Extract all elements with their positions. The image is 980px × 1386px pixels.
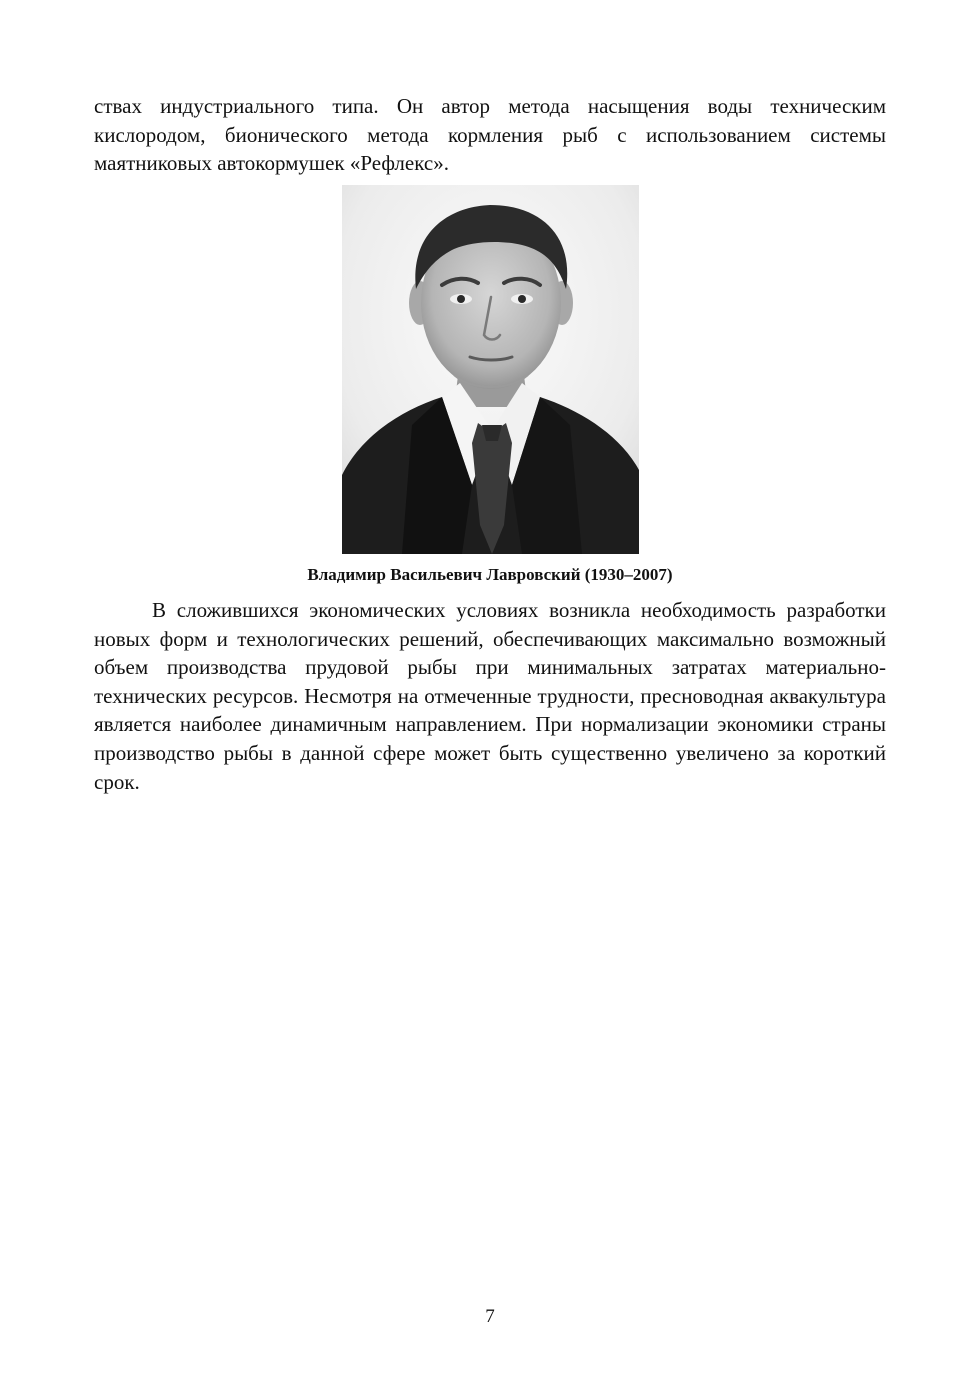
paragraph-main: В сложившихся экономических условиях возникла необходимость разработки новых форм и технологических решений, обеспечивающих максимально возможный объем производства прудовой рыбы при минимальных затратах материально-технических ресурсов. Несмотря на отмеченные трудности, пресноводная аквакультура является наиболее динамичным направлением. При нормализации экономики страны производство рыбы в данной сфере может быть существенно увеличено за короткий срок. bbox=[94, 598, 886, 794]
paragraph-top: ствах индустриального типа. Он автор метода насыщения воды техническим кислородом, бионического метода кормления рыб с использованием системы маятниковых автокормушек «Рефлекс». bbox=[94, 94, 886, 176]
portrait-photo bbox=[342, 185, 639, 554]
page-number: 7 bbox=[485, 1306, 495, 1327]
photo-caption: Владимир Васильевич Лавровский (1930–2007) bbox=[307, 565, 673, 584]
